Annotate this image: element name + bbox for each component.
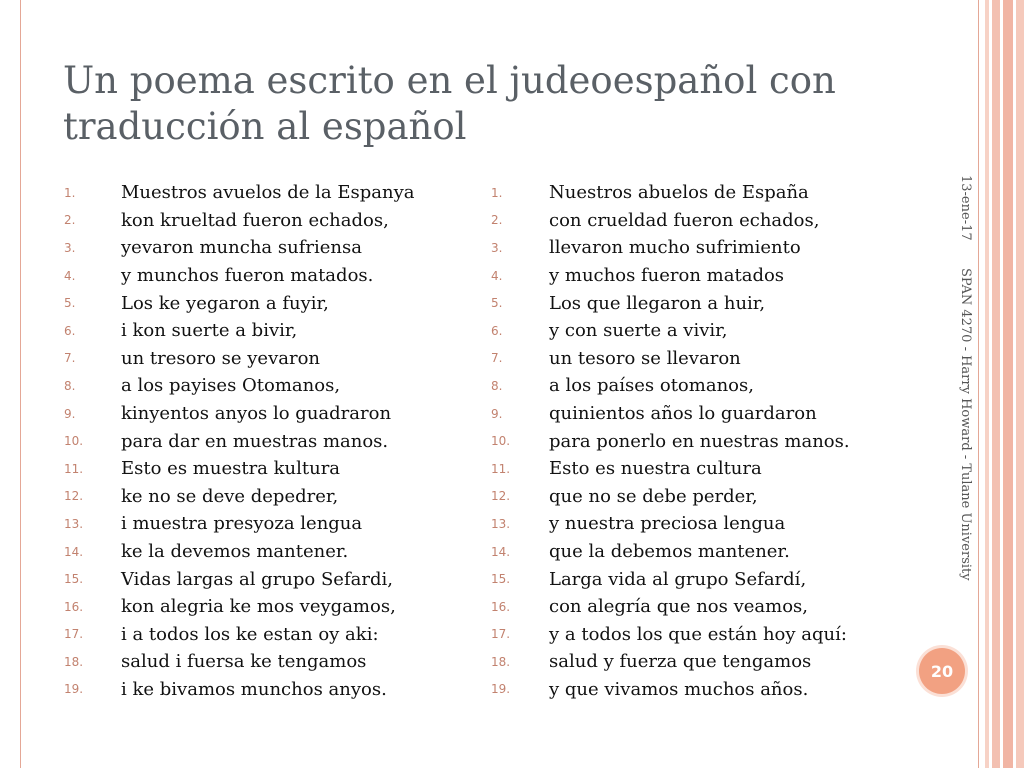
line-text: ke la devemos mantener. <box>121 541 349 563</box>
spanish-line <box>483 179 883 207</box>
spanish-line <box>483 565 883 593</box>
spanish-line <box>483 289 883 317</box>
spanish-line <box>483 593 883 621</box>
line-text: Esto es nuestra cultura <box>549 458 762 480</box>
ladino-line <box>55 427 455 455</box>
line-number: 11. <box>491 461 511 476</box>
ladino-line <box>55 648 455 676</box>
line-number: 13. <box>491 516 511 531</box>
left-frame-line <box>20 0 21 768</box>
line-text: con alegría que nos veamos, <box>549 596 809 618</box>
line-number: 11. <box>64 461 84 476</box>
line-text: y con suerte a vivir, <box>549 320 728 342</box>
line-number: 15. <box>64 572 84 587</box>
line-number: 4. <box>491 268 503 283</box>
ladino-line <box>55 593 455 621</box>
line-text: con crueldad fueron echados, <box>549 209 820 231</box>
ladino-line <box>55 510 455 538</box>
ladino-line <box>55 565 455 593</box>
spanish-line <box>483 455 883 483</box>
line-number: 9. <box>491 406 503 421</box>
ladino-line <box>55 538 455 566</box>
line-number: 12. <box>491 489 511 504</box>
line-number: 16. <box>491 599 511 614</box>
line-text: i kon suerte a bivir, <box>121 320 298 342</box>
line-number: 2. <box>491 213 503 228</box>
line-text: y muchos fueron matados <box>549 265 785 287</box>
line-text: que la debemos mantener. <box>549 541 790 563</box>
ladino-line <box>55 372 455 400</box>
line-text: y nuestra preciosa lengua <box>549 513 786 535</box>
line-text: Los que llegaron a huir, <box>549 292 766 314</box>
line-text: Los ke yegaron a fuyir, <box>121 292 329 314</box>
line-number: 2. <box>64 213 76 228</box>
line-number: 16. <box>64 599 84 614</box>
line-number: 10. <box>491 434 511 449</box>
line-text: a los payises Otomanos, <box>121 375 341 397</box>
line-number: 4. <box>64 268 76 283</box>
decorative-stripe <box>985 0 989 768</box>
line-text: llevaron mucho sufrimiento <box>549 237 801 259</box>
ladino-line <box>55 179 455 207</box>
line-number: 8. <box>491 378 503 393</box>
ladino-line <box>55 289 455 317</box>
ladino-poem-list <box>55 179 455 703</box>
line-text: kon alegria ke mos veygamos, <box>121 596 396 618</box>
ladino-line <box>55 345 455 373</box>
ladino-line <box>55 317 455 345</box>
line-number: 13. <box>64 516 84 531</box>
line-number: 19. <box>491 682 511 697</box>
line-text: Nuestros abuelos de España <box>549 182 809 204</box>
line-text: i muestra presyoza lengua <box>121 513 363 535</box>
line-number: 6. <box>64 323 76 338</box>
decorative-stripe <box>1016 0 1024 768</box>
ladino-line <box>55 621 455 649</box>
ladino-line <box>55 483 455 511</box>
spanish-line <box>483 427 883 455</box>
line-number: 19. <box>64 682 84 697</box>
line-number: 5. <box>64 296 76 311</box>
line-text: ke no se deve depedrer, <box>121 485 339 507</box>
line-number: 17. <box>491 627 511 642</box>
line-number: 17. <box>64 627 84 642</box>
line-text: Muestros avuelos de la Espanya <box>121 182 415 204</box>
decorative-stripe <box>992 0 1000 768</box>
course-footer: SPAN 4270 - Harry Howard - Tulane University <box>958 268 973 581</box>
line-number: 6. <box>491 323 503 338</box>
spanish-poem-list <box>483 179 883 703</box>
spanish-line <box>483 317 883 345</box>
line-text: un tresoro se yevaron <box>121 347 321 369</box>
line-number: 7. <box>491 351 503 366</box>
right-frame-line <box>978 0 979 768</box>
line-text: para dar en muestras manos. <box>121 430 389 452</box>
line-number: 12. <box>64 489 84 504</box>
line-text: y que vivamos muchos años. <box>549 678 809 700</box>
line-text: para ponerlo en nuestras manos. <box>549 430 850 452</box>
line-number: 3. <box>64 240 76 255</box>
line-number: 1. <box>491 185 503 200</box>
line-text: Larga vida al grupo Sefardí, <box>549 568 807 590</box>
ladino-line <box>55 676 455 704</box>
spanish-line <box>483 621 883 649</box>
line-number: 14. <box>491 544 511 559</box>
spanish-line <box>483 372 883 400</box>
line-number: 3. <box>491 240 503 255</box>
line-text: a los países otomanos, <box>549 375 754 397</box>
line-text: yevaron muncha sufriensa <box>121 237 362 259</box>
ladino-line <box>55 455 455 483</box>
line-text: i ke bivamos munchos anyos. <box>121 678 387 700</box>
slide-title: Un poema escrito en el judeoespañol con traducción al español <box>63 59 836 148</box>
slide-date: 13-ene-17 <box>958 175 973 241</box>
line-number: 8. <box>64 378 76 393</box>
spanish-line <box>483 262 883 290</box>
ladino-line <box>55 234 455 262</box>
spanish-line <box>483 538 883 566</box>
line-text: i a todos los ke estan oy aki: <box>121 623 379 645</box>
line-text: salud i fuersa ke tengamos <box>121 651 367 673</box>
line-text: y munchos fueron matados. <box>121 265 374 287</box>
line-number: 14. <box>64 544 84 559</box>
spanish-line <box>483 676 883 704</box>
line-number: 7. <box>64 351 76 366</box>
ladino-line <box>55 400 455 428</box>
decorative-stripe <box>1003 0 1013 768</box>
line-number: 18. <box>491 654 511 669</box>
line-number: 15. <box>491 572 511 587</box>
line-number: 18. <box>64 654 84 669</box>
spanish-line <box>483 510 883 538</box>
line-text: un tesoro se llevaron <box>549 347 741 369</box>
line-text: Esto es muestra kultura <box>121 458 341 480</box>
line-text: kon krueltad fueron echados, <box>121 209 389 231</box>
line-text: Vidas largas al grupo Sefardi, <box>121 568 393 590</box>
line-text: que no se debe perder, <box>549 485 758 507</box>
line-text: quinientos años lo guardaron <box>549 403 817 425</box>
spanish-line <box>483 483 883 511</box>
ladino-line <box>55 262 455 290</box>
ladino-line <box>55 207 455 235</box>
line-number: 1. <box>64 185 76 200</box>
spanish-line <box>483 345 883 373</box>
spanish-line <box>483 234 883 262</box>
line-text: salud y fuerza que tengamos <box>549 651 812 673</box>
line-number: 10. <box>64 434 84 449</box>
page-number-badge: 20 <box>919 648 965 694</box>
spanish-line <box>483 207 883 235</box>
spanish-line <box>483 400 883 428</box>
line-number: 5. <box>491 296 503 311</box>
line-number: 9. <box>64 406 76 421</box>
line-text: y a todos los que están hoy aquí: <box>549 623 847 645</box>
spanish-line <box>483 648 883 676</box>
line-text: kinyentos anyos lo guadraron <box>121 403 392 425</box>
